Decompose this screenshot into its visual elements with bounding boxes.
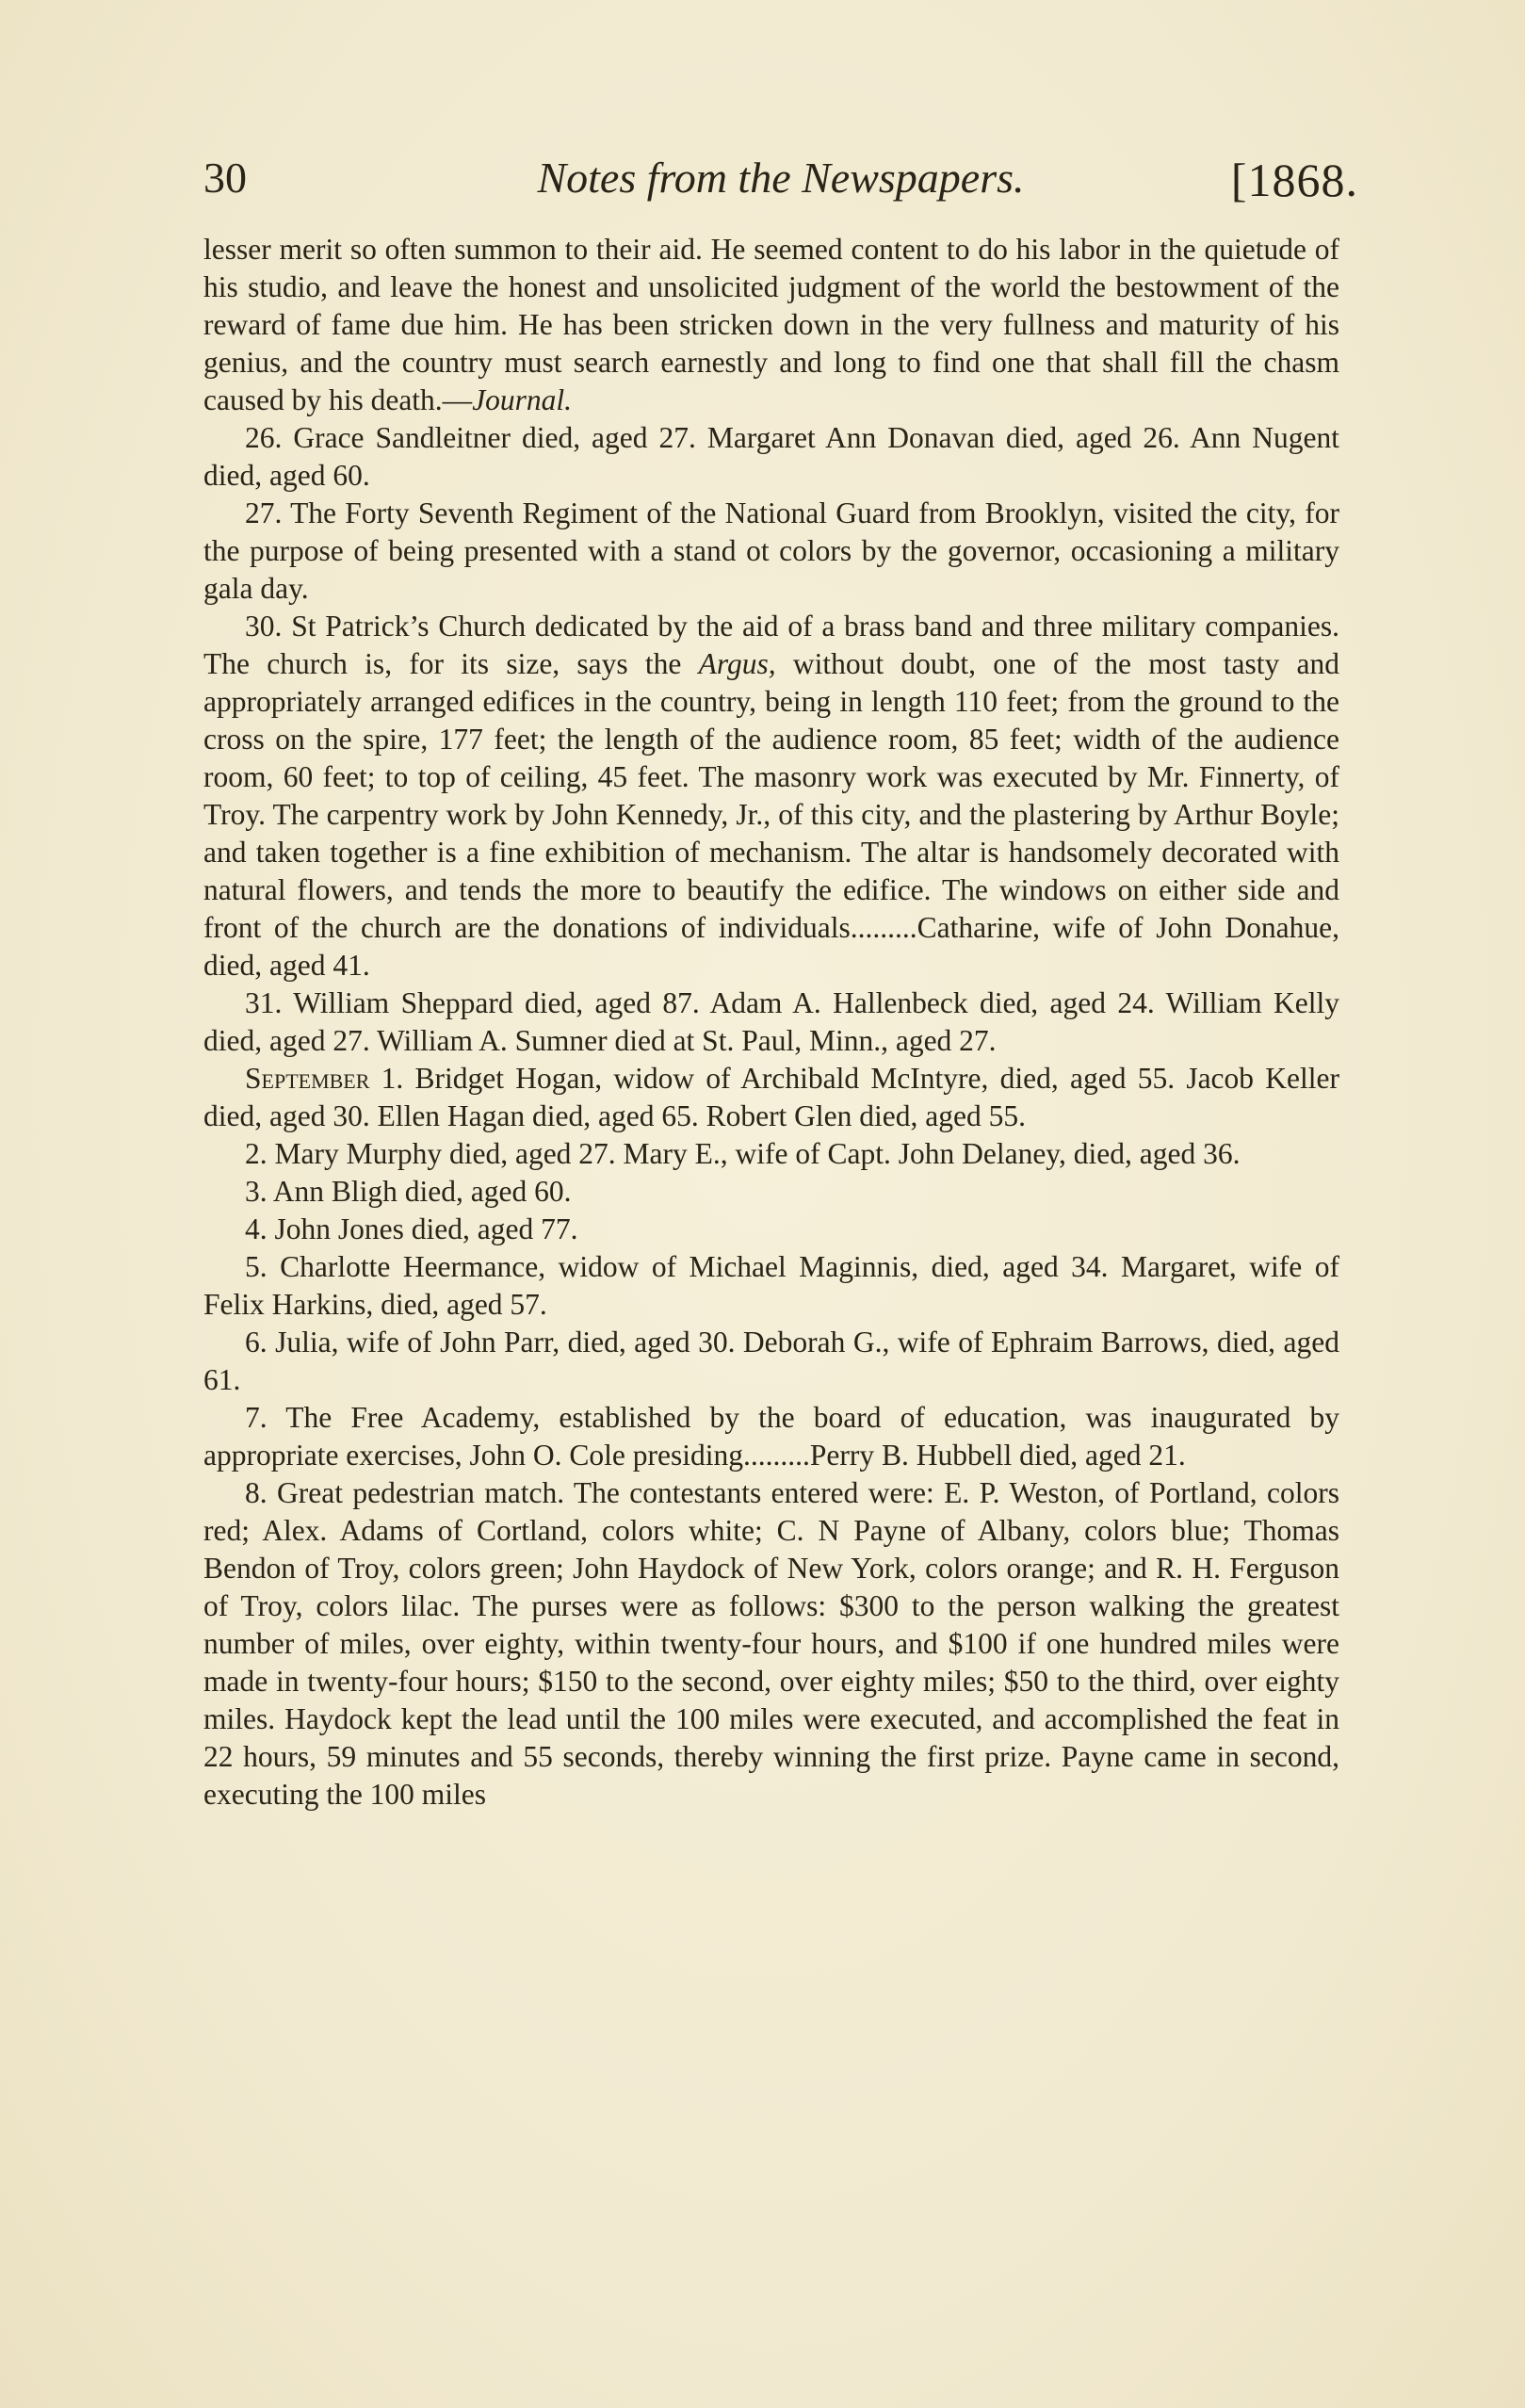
paragraph-text: without doubt, one of the most tasty and appropriately arranged edifices in the country, being in length 110 feet; from the ground to the cross on the spire, 177 feet; the length of the audience room, 85 feet; width of the audience room, 60 feet; to top of ceiling, 45 feet. The masonry work was executed by Mr. Finnerty, of Troy. The carpentry work by John Kennedy, Jr., of this city, and the plastering by Arthur Boyle; and taken together is a fine exhibition of mechanism. The altar is handsomely decorated with natural flowers, and tends the more to beautify the edifice. The windows on either side and front of the church are the donations of individuals.........Catharine, wife of John Donahue, died, aged 41. [203, 647, 1339, 982]
entry-paragraph [203, 1474, 1339, 1814]
paragraph-text: 31. William Sheppard died, aged 87. Adam A. Hallenbeck died, aged 24. William Kelly died, aged 27. William A. Sumner died at St. Paul, Minn., aged 27. [203, 986, 1339, 1057]
paragraph-text: 5. Charlotte Heermance, widow of Michael Maginnis, died, aged 34. Margaret, wife of Felix Harkins, died, aged 57. [203, 1250, 1339, 1321]
entry-paragraph [203, 1135, 1339, 1173]
paragraph-text: 27. The Forty Seventh Regiment of the National Guard from Brooklyn, visited the city, for the purpose of being presented with a stand ot colors by the governor, occasioning a military gala day. [203, 496, 1339, 605]
entry-paragraph [203, 495, 1339, 608]
entry-paragraph [203, 984, 1339, 1060]
month-heading: September [245, 1062, 370, 1095]
page-number: 30 [203, 154, 247, 202]
paragraph-text: 30. St Patrick’s Church dedicated by the aid of a brass band and three military companies. The church is, for its size, says the [203, 610, 1339, 680]
newspaper-name: Argus, [698, 647, 776, 680]
paragraph-text: 3. Ann Bligh died, aged 60. [245, 1175, 572, 1208]
entry-paragraph [203, 608, 1339, 984]
paragraph-text: lesser merit so often summon to their aid. He seemed content to do his labor in the quietude of his studio, and leave the honest and unsolicited judgment of the world the bestowment of the reward of fame due him. He has been stricken down in the very fullness and maturity of his genius, and the country must search earnestly and long to find one that shall fill the chasm caused by his death.— [203, 233, 1339, 416]
paragraph-text: 6. Julia, wife of John Parr, died, aged 30. Deborah G., wife of Ephraim Barrows, died, aged 61. [203, 1326, 1339, 1396]
page-body [203, 231, 1339, 1814]
paragraph-text: 7. The Free Academy, established by the board of education, was inaugurated by appropriate exercises, John O. Cole presiding.........Perry B. Hubbell died, aged 21. [203, 1401, 1339, 1472]
running-title: Notes from the Newspapers. [537, 154, 1025, 202]
paragraph-text: 8. Great pedestrian match. The contestants entered were: E. P. Weston, of Portland, colors red; Alex. Adams of Cortland, colors white; C. N Payne of Albany, colors blue; Thomas Bendon of Troy, colors green; John Haydock of New York, colors orange; and R. H. Ferguson of Troy, colors lilac. The purses were as follows: $300 to the person walking the greatest number of miles, over eighty, within twenty-four hours, and $100 if one hundred miles were made in twenty-four hours; $150 to the second, over eighty miles; $50 to the third, over eighty miles. Haydock kept the lead until the 100 miles were executed, and accomplished the feat in 22 hours, 59 minutes and 55 seconds, thereby winning the first prize. Payne came in second, executing the 100 miles [203, 1476, 1339, 1811]
entry-paragraph [203, 1060, 1339, 1135]
entry-paragraph [203, 419, 1339, 495]
paragraph-text: 2. Mary Murphy died, aged 27. Mary E., wife of Capt. John Delaney, died, aged 36. [245, 1137, 1241, 1170]
paragraph-text: 26. Grace Sandleitner died, aged 27. Margaret Ann Donavan died, aged 26. Ann Nugent died, aged 60. [203, 421, 1339, 492]
entry-paragraph [203, 1211, 1339, 1248]
paragraph-continued [203, 231, 1339, 419]
entry-paragraph [203, 1248, 1339, 1324]
source-citation: Journal. [472, 383, 573, 416]
entry-paragraph [203, 1173, 1339, 1211]
entry-paragraph [203, 1399, 1339, 1474]
running-year: [1868. [1230, 154, 1358, 206]
entry-paragraph [203, 1324, 1339, 1399]
paragraph-text: 1. Bridget Hogan, widow of Archibald McIntyre, died, aged 55. Jacob Keller died, aged 30. Ellen Hagan died, aged 65. Robert Glen died, aged 55. [203, 1062, 1339, 1132]
paragraph-text: 4. John Jones died, aged 77. [245, 1212, 578, 1245]
running-header [203, 153, 1358, 219]
